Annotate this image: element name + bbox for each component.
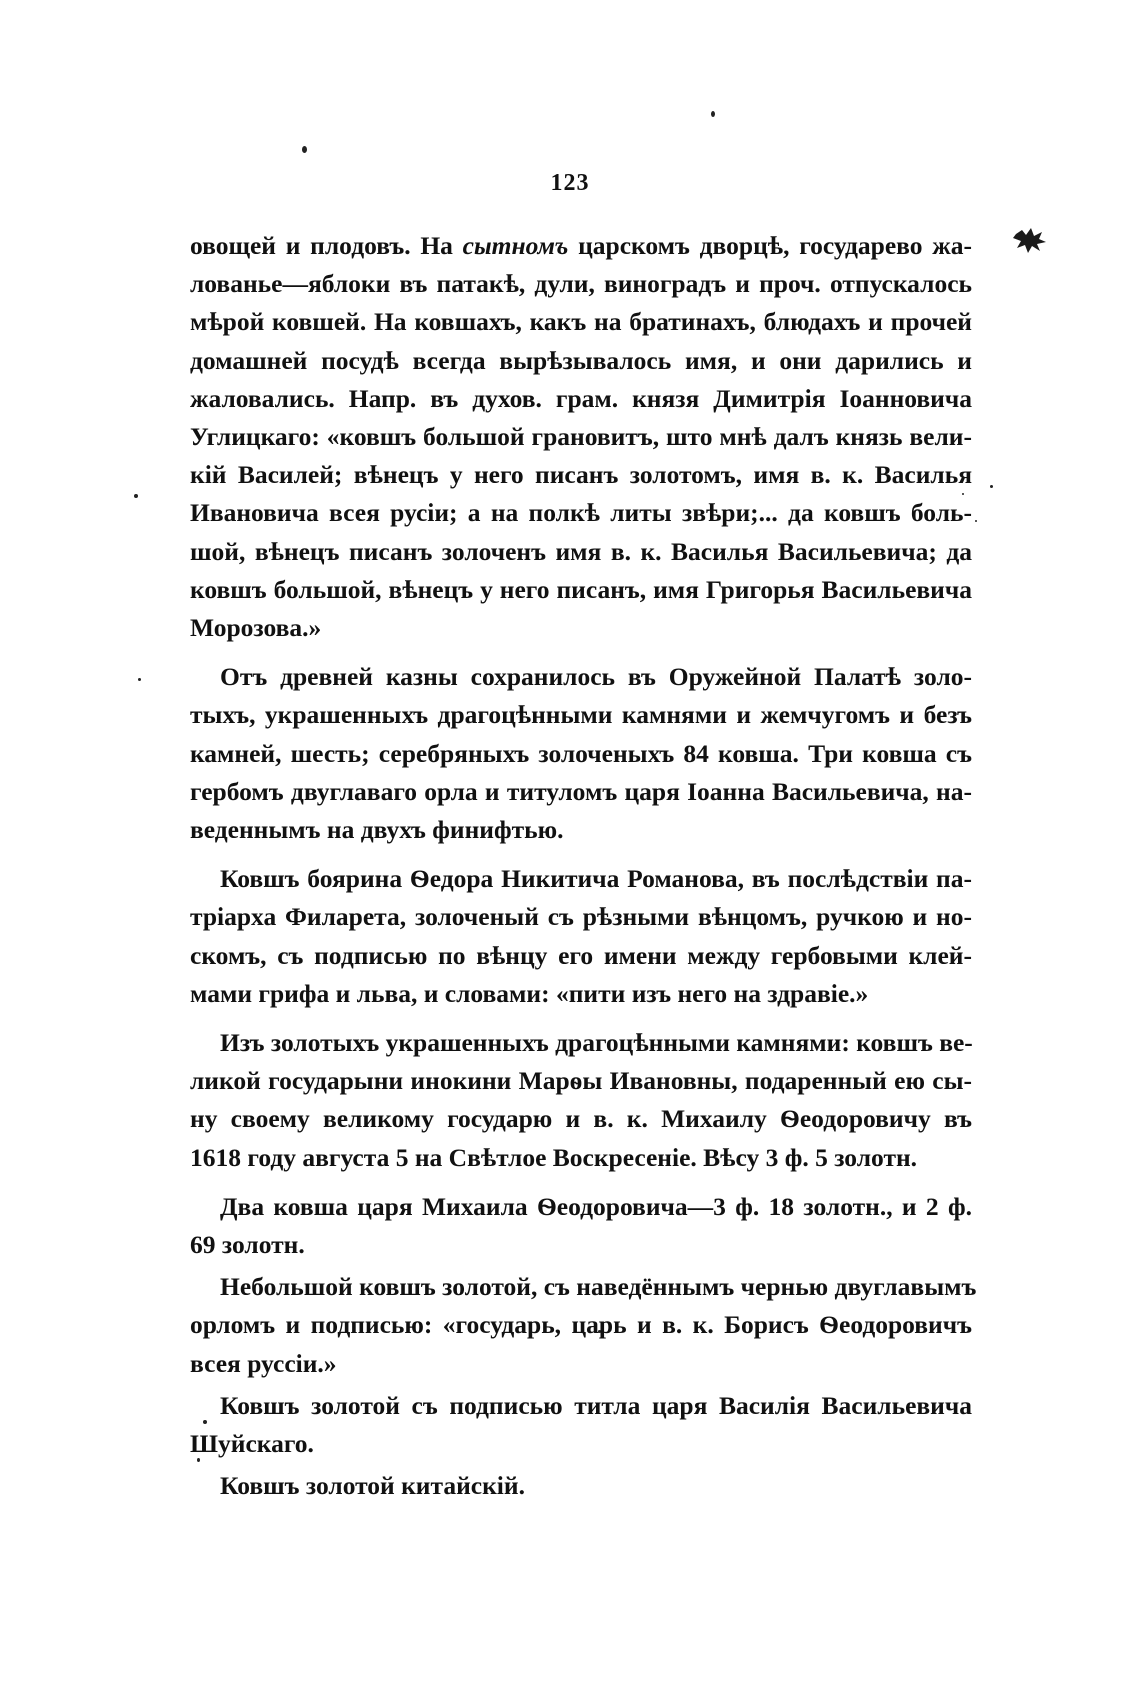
text-segment: скомъ, съ подписью по вѣнцу его имени между гербовыми клей- xyxy=(190,940,972,970)
paragraph xyxy=(190,227,972,647)
paragraph xyxy=(190,1268,977,1383)
page-number: 123 xyxy=(550,170,590,196)
paragraph xyxy=(190,658,972,849)
text-segment: жаловались. Напр. въ духов. грам. князя Димитрія Іоанновича xyxy=(190,383,972,413)
print-speck xyxy=(975,520,977,522)
text-segment: 69 золотн. xyxy=(190,1230,305,1260)
text-line xyxy=(190,1188,972,1226)
text-line xyxy=(190,735,972,773)
text-line xyxy=(190,696,972,734)
text-line xyxy=(190,860,972,898)
text-line xyxy=(190,1467,972,1505)
text-segment: Изъ золотыхъ украшенныхъ драгоцѣнными камнями: ковшъ ве- xyxy=(220,1028,973,1058)
text-line xyxy=(190,658,972,696)
text-segment: лованье—яблоки въ патакѣ, дули, виноградъ и проч. отпускалось xyxy=(190,269,972,299)
text-line xyxy=(190,1268,977,1306)
text-line xyxy=(190,227,972,265)
text-segment: всея руссіи.» xyxy=(190,1348,337,1378)
text-segment: царскомъ дворцѣ, государево жа- xyxy=(568,231,972,260)
text-segment: Шуйскаго. xyxy=(190,1429,314,1459)
text-line xyxy=(190,811,972,849)
text-segment: камней, шесть; серебряныхъ золоченыхъ 84 ковша. Три ковша съ xyxy=(190,738,972,768)
paragraph xyxy=(190,1387,972,1463)
text-segment: 1618 году августа 5 на Свѣтлое Воскресеніе. Вѣсу 3 ф. 5 золотн. xyxy=(190,1142,918,1172)
text-segment: мами грифа и льва, и словами: «пити изъ него на здравіе.» xyxy=(190,978,869,1008)
text-segment: орломъ и подписью: «государь, царь и в. к. Борисъ Ѳеодоровичъ xyxy=(190,1310,972,1340)
print-speck xyxy=(302,146,307,153)
text-line xyxy=(190,937,972,975)
text-line xyxy=(190,1139,972,1177)
text-segment: Углицкаго: «ковшъ большой грановитъ, што мнѣ далъ князь вели- xyxy=(190,422,972,452)
text-line xyxy=(190,975,972,1013)
text-line xyxy=(190,1226,972,1264)
text-segment: Ковшъ золотой съ подписью титла царя Василія Васильевича xyxy=(220,1390,972,1420)
text-segment: Ковшъ боярина Ѳедора Никитича Романова, въ послѣдствіи па- xyxy=(220,864,972,894)
text-segment: овощей и плодовъ. На xyxy=(190,231,463,260)
text-line xyxy=(190,1024,972,1062)
text-segment: домашней посудѣ всегда вырѣзывалось имя, и они дарились и xyxy=(190,345,972,375)
text-segment: шой, вѣнецъ писанъ золоченъ имя в. к. Василья Васильевича; да xyxy=(190,536,972,566)
text-segment: Два ковша царя Михаила Ѳеодоровича—3 ф. 18 золотн., и 2 ф. xyxy=(220,1191,972,1221)
text-segment: тыхъ, украшенныхъ драгоцѣнными камнями и жемчугомъ и безъ xyxy=(190,700,972,730)
text-segment: кій Василей; вѣнецъ у него писанъ золотомъ, имя в. к. Василья xyxy=(190,460,972,490)
text-line xyxy=(190,1345,972,1383)
text-line xyxy=(190,1387,972,1425)
print-speck xyxy=(990,485,993,488)
text-line xyxy=(190,571,972,609)
print-speck xyxy=(711,111,715,117)
text-line xyxy=(190,609,972,647)
text-segment: мѣрой ковшей. На ковшахъ, какъ на братинахъ, блюдахъ и прочей xyxy=(190,307,972,337)
text-segment: ликой государыни инокини Марѳы Ивановны, подаренный ею сы- xyxy=(190,1066,972,1096)
text-line xyxy=(190,265,972,303)
text-line xyxy=(190,1100,972,1138)
text-line xyxy=(190,773,972,811)
text-line xyxy=(190,533,972,571)
print-speck xyxy=(138,678,141,681)
text-line xyxy=(190,494,972,532)
text-segment: гербомъ двуглаваго орла и титуломъ царя Іоанна Васильевича, на- xyxy=(190,776,972,806)
text-line xyxy=(190,303,972,341)
text-segment: веденнымъ на двухъ финифтью. xyxy=(190,815,564,845)
text-line xyxy=(190,456,972,494)
text-segment: Ковшъ золотой китайскій. xyxy=(220,1471,525,1501)
text-segment: тріарха Филарета, золоченый съ рѣзными вѣнцомъ, ручкою и но- xyxy=(190,902,972,932)
paragraph xyxy=(190,1188,972,1264)
text-line xyxy=(190,898,972,936)
text-line xyxy=(190,1306,972,1344)
italic-word: сытномъ xyxy=(462,231,569,260)
paragraph xyxy=(190,860,972,1013)
paragraph xyxy=(190,1024,972,1177)
text-line xyxy=(190,418,972,456)
text-segment: Ивановича всея русіи; а на полкѣ литы звѣри;... да ковшъ боль- xyxy=(190,498,972,528)
print-speck xyxy=(134,494,138,498)
text-segment: Морозова.» xyxy=(190,613,322,643)
text-segment: ковшъ большой, вѣнецъ у него писанъ, имя Григорья Васильевича xyxy=(190,574,972,604)
ink-blot-mark xyxy=(1012,226,1048,254)
paragraph xyxy=(190,1467,972,1505)
text-segment: ну своему великому государю и в. к. Михаилу Ѳеодоровичу въ xyxy=(190,1104,972,1134)
text-segment: Отъ древней казны сохранилось въ Оружейной Палатѣ золо- xyxy=(220,662,972,692)
text-segment: Небольшой ковшъ золотой, съ наведённымъ чернью двуглавымъ xyxy=(220,1272,977,1302)
text-line xyxy=(190,1425,972,1463)
text-line xyxy=(190,1062,972,1100)
text-line xyxy=(190,380,972,418)
text-line xyxy=(190,342,972,380)
body-text xyxy=(190,227,977,1506)
